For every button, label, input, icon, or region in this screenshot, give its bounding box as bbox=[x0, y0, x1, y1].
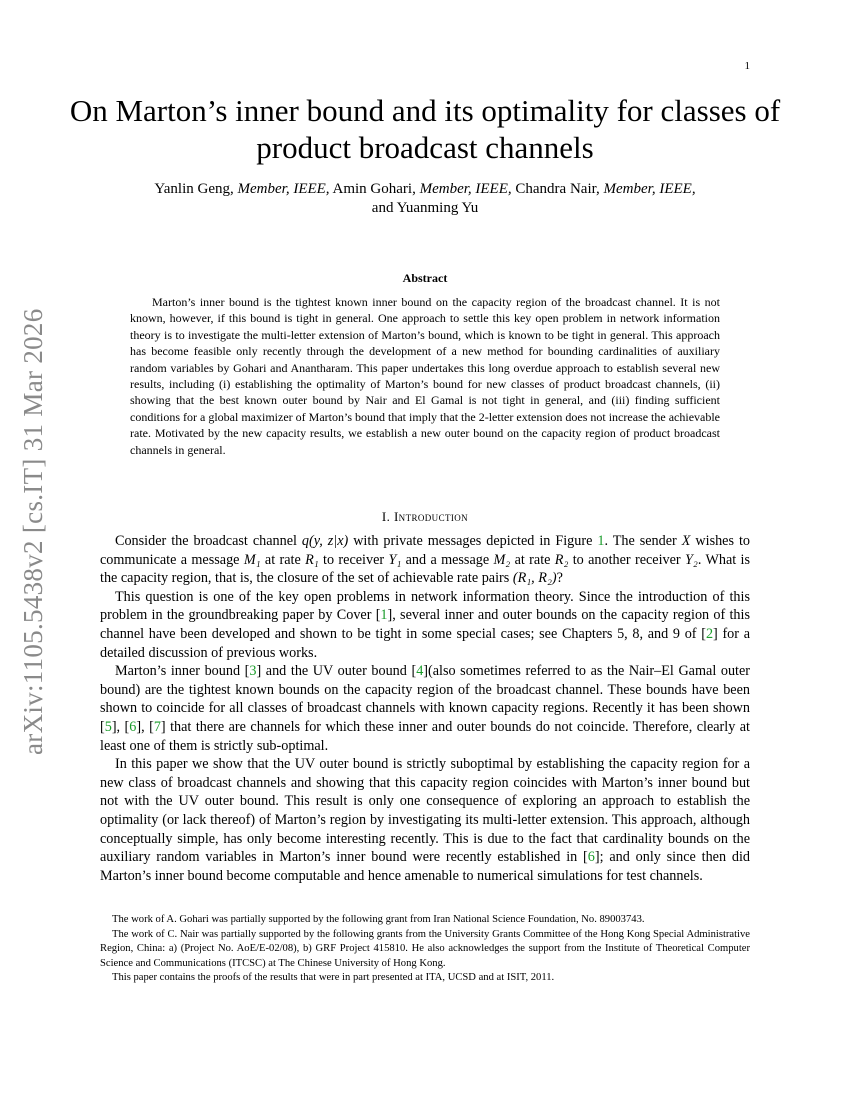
introduction-body bbox=[100, 532, 750, 885]
footnote: The work of C. Nair was partially supported by the following grants from the University Grants Committee of the Hong Kong Special Administrative Region, China: a) (Project No. AoE/E-02/08), b) GRF Project 415810. He also acknowledges the support from the Institute of Theoretical Computer Science and Communications (ITCSC) at The Chinese University of Hong Kong. bbox=[100, 928, 750, 969]
author-affiliation: Member, IEEE, bbox=[603, 181, 696, 197]
footnotes bbox=[100, 913, 750, 986]
footnote: The work of A. Gohari was partially supported by the following grant from Iran National Science Foundation, No. 89003743. bbox=[112, 914, 645, 925]
text-run: and a message bbox=[401, 551, 494, 568]
section-number: I. bbox=[381, 509, 391, 524]
math-expression: q(y, z|x) bbox=[301, 533, 349, 549]
section-heading bbox=[0, 509, 850, 525]
paragraph bbox=[100, 755, 750, 885]
text-run: In this paper we show that the UV outer bound is strictly suboptimal by establishing the capacity region for a new class of broadcast channels and showing that this capacity region coincides with Marton’s inner bound but not with the UV outer bound. This result is only one consequence of exploring an approach to establish the optimality (or lack thereof) of Marton’s region by investigating its multi-letter extension. This approach, although conceptually simple, has only become interesting recently. This is due to the fact that cardinality bounds on the auxiliary random variables in Marton’s inner bound were recently established in [ bbox=[100, 756, 750, 866]
text-run: ], [ bbox=[111, 718, 130, 735]
author-name: Yanlin Geng, bbox=[154, 181, 234, 197]
text-run: wishes to communicate a message bbox=[100, 533, 751, 568]
text-run: . What is the capacity region, that is, the closure of the set of achievable rate pairs bbox=[100, 551, 750, 587]
author-name: Chandra Nair, bbox=[515, 181, 600, 197]
text-run: ](also sometimes referred to as the Nair–El Gamal outer bound) are the tightest known bounds on the capacity region of the broadcast channel. These bounds have been shown to coincide for all classes of broadcast channels with known capacity regions. Recently it has been shown [ bbox=[100, 663, 751, 735]
text-run: ]; and only since then did Marton’s inner bound become computable and hence amenable to numerical simulations for test channels. bbox=[100, 849, 750, 884]
paper-title: On Marton’s inner bound and its optimality for classes of product broadcast channels bbox=[69, 93, 781, 165]
text-run: with private messages depicted in Figure bbox=[348, 533, 598, 549]
citation-link[interactable]: 7 bbox=[153, 718, 161, 735]
citation-link[interactable]: 6 bbox=[129, 718, 137, 735]
author-affiliation: Member, IEEE, bbox=[419, 181, 512, 197]
figure-reference-link[interactable]: 1 bbox=[597, 533, 605, 549]
paragraph bbox=[100, 588, 750, 662]
text-run: at rate bbox=[510, 551, 555, 568]
arxiv-identifier-stamp: arXiv:1105.5438v2 [cs.IT] 31 Mar 2026 bbox=[18, 308, 48, 755]
citation-link[interactable]: 1 bbox=[380, 607, 388, 624]
paragraph bbox=[100, 532, 750, 588]
math-expression: (R₁, R₂) bbox=[512, 570, 557, 587]
text-run: ] that there are channels for which these inner and outer bounds do not coincide. Therefore, clearly at least one of them is strictly sub-optimal. bbox=[100, 718, 750, 754]
math-expression: Y₁ bbox=[388, 551, 402, 568]
author-name: Yuanming Yu bbox=[396, 200, 479, 216]
text-run: ], several inner and outer bounds on the capacity region of this channel have been developed and shown to be tight in some special cases; see Chapters 5, 8, and 9 of [ bbox=[100, 607, 750, 642]
math-expression: R₁ bbox=[305, 551, 319, 568]
citation-link[interactable]: 3 bbox=[249, 663, 257, 680]
math-expression: M₁ bbox=[243, 551, 261, 568]
text-run: ], [ bbox=[136, 718, 154, 735]
citation-link[interactable]: 6 bbox=[587, 849, 595, 866]
citation-link[interactable]: 5 bbox=[104, 718, 112, 735]
citation-link[interactable]: 2 bbox=[705, 625, 714, 642]
abstract-heading: Abstract bbox=[402, 271, 448, 285]
text-run: This question is one of the key open problems in network information theory. Since the introduction of this problem in the groundbreaking paper by Cover [ bbox=[100, 588, 750, 624]
text-run: ? bbox=[556, 570, 563, 587]
abstract-text: Marton’s inner bound is the tightest known inner bound on the capacity region of the broadcast channel. It is not known, however, if this bound is tight in general. One approach to settle this key open problem in network information theory is to investigate the multi-letter extension of Marton’s bound, which is known to be tight in general. This approach has become feasible only recently through the development of a new method for bounding cardinalities of auxiliary random variables by Gohari and Anantharam. This paper undertakes this long overdue approach to establish several new results, including (i) establishing the optimality of Marton’s bound for new classes of product broadcast channels, (ii) showing that the best known outer bound by Nair and El Gamal is not tight in general, and (iii) finding sufficient conditions for a global maximizer of Marton’s bound that imply that the 2-letter extension does not increase the achievable rate. Motivated by the new capacity results, we establish a new outer bound on the capacity region of product broadcast channels in general. bbox=[130, 295, 720, 457]
math-expression: M₂ bbox=[493, 551, 511, 568]
text-run: Consider the broadcast channel bbox=[115, 533, 302, 549]
author-conjunction: and bbox=[371, 200, 394, 216]
footnote: This paper contains the proofs of the results that were in part presented at ITA, UCSD and at ISIT, 2011. bbox=[112, 972, 555, 983]
text-run: to receiver bbox=[318, 551, 389, 568]
author-list bbox=[100, 180, 750, 218]
math-expression: X bbox=[681, 533, 691, 549]
text-run: to another receiver bbox=[568, 551, 685, 568]
author-name: Amin Gohari, bbox=[332, 181, 416, 197]
text-run: at rate bbox=[260, 551, 306, 568]
text-run: Marton’s inner bound [ bbox=[115, 663, 250, 680]
text-run: ] and the UV outer bound [ bbox=[256, 663, 417, 680]
section-title: Introduction bbox=[393, 509, 469, 524]
math-expression: R₂ bbox=[554, 551, 569, 568]
page-number: 1 bbox=[744, 60, 750, 72]
citation-link[interactable]: 4 bbox=[416, 663, 424, 680]
text-run: . The sender bbox=[604, 533, 682, 549]
math-expression: Y₂ bbox=[685, 551, 698, 568]
author-affiliation: Member, IEEE, bbox=[237, 181, 330, 197]
text-run: ] for a detailed discussion of previous works. bbox=[100, 625, 750, 661]
paragraph bbox=[100, 662, 750, 755]
